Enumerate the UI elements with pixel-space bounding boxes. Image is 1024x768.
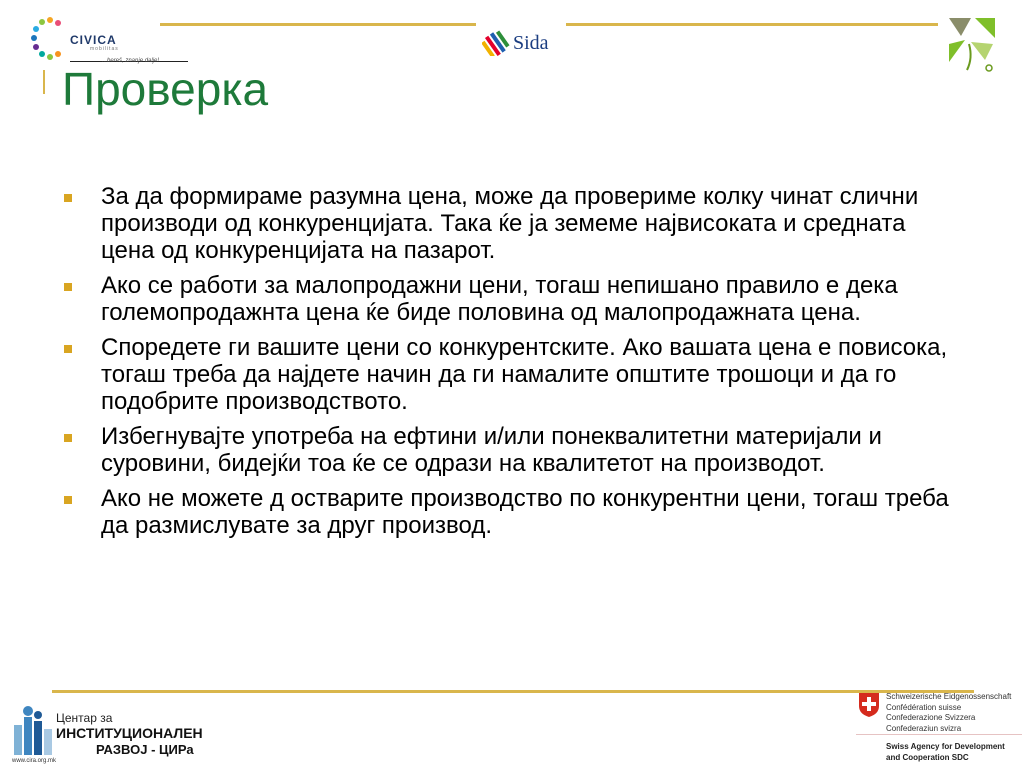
bullet-icon — [64, 345, 72, 353]
bullet-text: За да формираме разумна цена, може да провериме колку чинат слични производи од конкуренцијата. Така ќе ја земеме највисоката и средната цена од конкуренцијата на пазарот. — [101, 183, 919, 264]
cira-line3: РАЗВОЈ - ЦИРа — [96, 742, 194, 757]
leaf-logo — [945, 14, 999, 74]
swiss-line: Confédération suisse — [886, 702, 962, 712]
sida-emblem-icon — [482, 30, 512, 56]
bullet-list — [64, 183, 964, 547]
list-item — [64, 334, 964, 415]
cira-line1: Центар за — [56, 711, 113, 725]
cira-emblem-icon — [12, 703, 54, 757]
bullet-icon — [64, 496, 72, 504]
bullet-icon — [64, 194, 72, 202]
cira-line2: ИНСТИТУЦИОНАЛЕН — [56, 725, 203, 741]
sida-logo — [480, 28, 570, 58]
bullet-text: Споредете ги вашите цени со конкурентските. Ако вашата цена е повисока, тогаш треба да најдете начин да ги намалите општите трошоци и да го подобрите производството. — [101, 334, 948, 415]
top-divider-left — [160, 23, 476, 26]
bullet-text: Ако не можете д остварите производство по конкурентни цени, тогаш треба да размислувате за друг производ. — [101, 485, 949, 539]
swiss-agency-line: Swiss Agency for Development — [886, 742, 1005, 751]
cira-url: www.cira.org.mk — [12, 758, 57, 764]
swiss-line: Confederazione Svizzera — [886, 713, 976, 722]
sida-name: Sida — [513, 32, 549, 54]
civica-sub: mobilitas — [90, 46, 119, 52]
civica-emblem-icon — [30, 16, 70, 60]
slide-title: Проверка — [62, 63, 269, 115]
swiss-agency-line: and Cooperation SDC — [886, 752, 969, 762]
civica-tagline: ...bereš, znanje dalje! — [102, 58, 160, 64]
bullet-icon — [64, 283, 72, 291]
list-item — [64, 423, 964, 477]
civica-logo — [30, 14, 160, 64]
bullet-icon — [64, 434, 72, 442]
list-item — [64, 183, 964, 264]
bullet-text: Избегнувајте употреба на ефтини и/или понеквалитетни материјали и суровини, бидејќи тоа ќе се одрази на квалитетот на производот. — [101, 423, 882, 477]
cira-logo — [10, 703, 210, 765]
swiss-separator — [856, 734, 1022, 735]
leaf-icon — [945, 14, 999, 74]
swiss-sdc-logo — [856, 690, 1022, 768]
list-item — [64, 485, 964, 539]
list-item — [64, 272, 964, 326]
bottom-divider — [52, 690, 974, 693]
swiss-flag-icon — [858, 692, 880, 718]
civica-name: CIVICA — [70, 33, 117, 47]
top-divider-right — [566, 23, 938, 26]
swiss-agency-text — [886, 742, 1005, 763]
bullet-text: Ако се работи за малопродажни цени, тогаш непишано правило е дека големопродажнта цена ќе биде половина од малопродажната цена. — [101, 272, 898, 326]
title-marker — [43, 70, 45, 94]
swiss-line: Confederaziun svizra — [886, 723, 962, 733]
swiss-line: Schweizerische Eidgenossenschaft — [886, 692, 1012, 701]
swiss-confederation-text — [886, 692, 1011, 734]
